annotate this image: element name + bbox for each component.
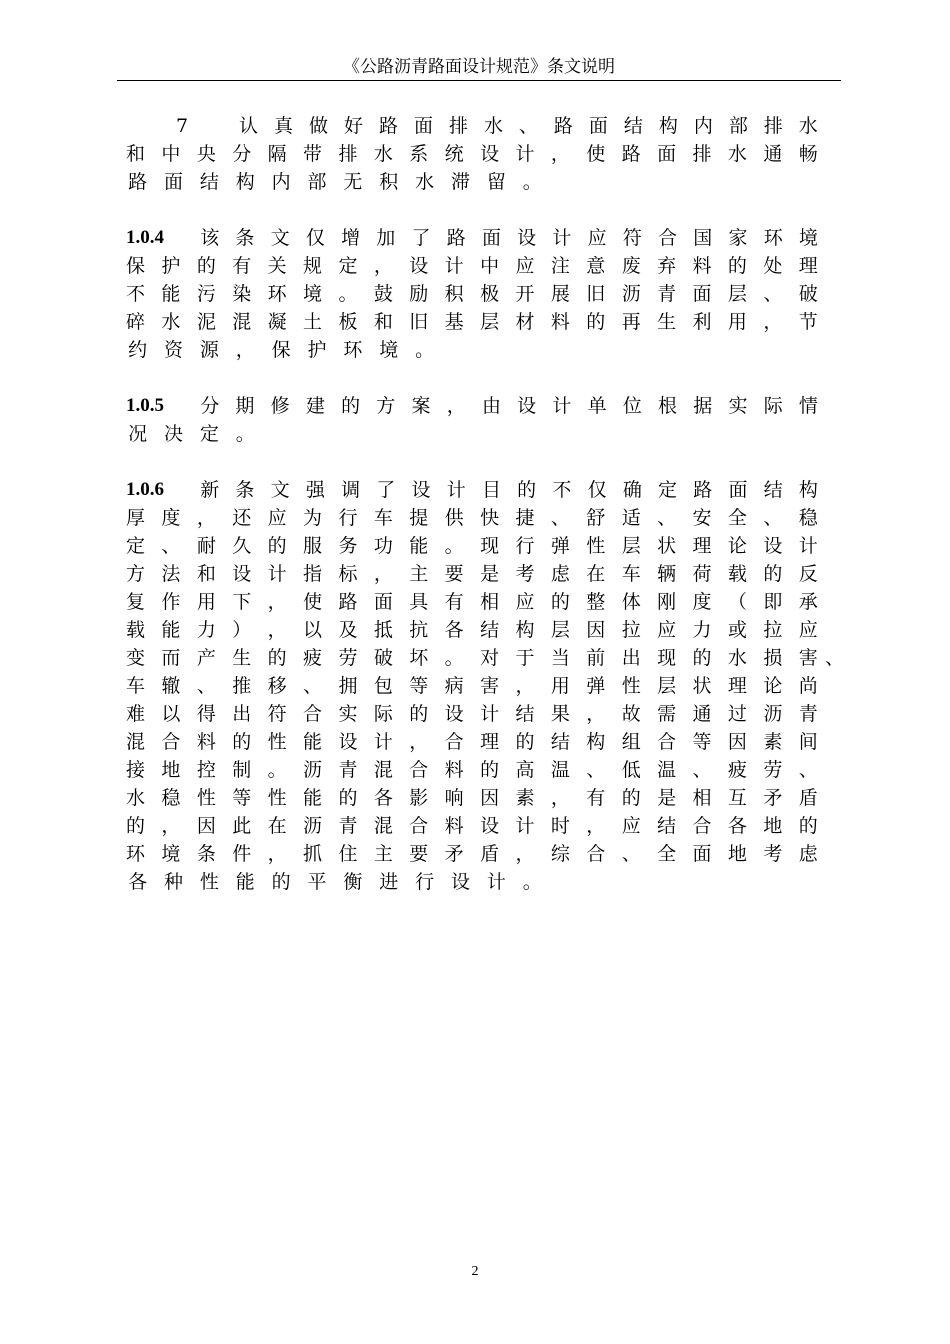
clause-number: 1.0.6	[126, 479, 164, 500]
clause-number: 1.0.5	[126, 395, 164, 416]
text-line: 约 资 源 ， 保 护 环 境 。	[128, 339, 435, 361]
text-line: 不 能 污 染 环 境 。 鼓 励 积 极 开 展 旧 沥 青 面 层 、 破	[126, 283, 818, 305]
paragraph	[126, 476, 844, 896]
text-line: 车 辙 、 推 移 、 拥 包 等 病 害 ， 用 弹 性 层 状 理 论 尚	[126, 675, 818, 697]
text-line: 水 稳 性 等 性 能 的 各 影 响 因 素 ， 有 的 是 相 互 矛 盾	[126, 787, 818, 809]
paragraph	[126, 112, 818, 196]
text-line: 难 以 得 出 符 合 实 际 的 设 计 结 果 ， 故 需 通 过 沥 青	[126, 703, 818, 725]
text-line: 复 作 用 下 ， 使 路 面 具 有 相 应 的 整 体 刚 度 （ 即 承	[126, 591, 818, 613]
paragraph	[126, 224, 818, 364]
text-line: 方 法 和 设 计 指 标 ， 主 要 是 考 虑 在 车 辆 荷 载 的 反	[126, 563, 818, 585]
text-line: 定 、 耐 久 的 服 务 功 能 。 现 行 弹 性 层 状 理 论 设 计	[126, 535, 818, 557]
text-line: 载 能 力 ） ， 以 及 抵 抗 各 结 构 层 因 拉 应 力 或 拉 应	[126, 619, 818, 641]
text-line: 况 决 定 。	[128, 423, 255, 445]
text-line: 环 境 条 件 ， 抓 住 主 要 矛 盾 ， 综 合 、 全 面 地 考 虑	[126, 843, 818, 865]
document-body	[126, 112, 844, 924]
paragraph	[126, 392, 818, 448]
text-line: 混 合 料 的 性 能 设 计 ， 合 理 的 结 构 组 合 等 因 素 间	[126, 731, 818, 753]
text-line: 和 中 央 分 隔 带 排 水 系 统 设 计 ， 使 路 面 排 水 通 畅	[126, 143, 818, 165]
clause-number: 1.0.4	[126, 227, 164, 248]
text-line: 7 认 真 做 好 路 面 排 水 、 路 面 结 构 内 部 排 水	[176, 115, 818, 137]
text-line: 变 而 产 生 的 疲 劳 破 坏 。 对 于 当 前 出 现 的 水 损 害 、	[126, 647, 844, 669]
text-line: 接 地 控 制 。 沥 青 混 合 料 的 高 温 、 低 温 、 疲 劳 、	[126, 759, 818, 781]
text-line: 各 种 性 能 的 平 衡 进 行 设 计 。	[128, 871, 542, 893]
page-header: 《公路沥青路面设计规范》条文说明	[117, 56, 841, 81]
text-line: 厚 度 ， 还 应 为 行 车 提 供 快 捷 、 舒 适 、 安 全 、 稳	[126, 507, 818, 529]
text-line: 1.0.6 新 条 文 强 调 了 设 计 目 的 不 仅 确 定 路 面 结 构	[126, 476, 818, 504]
text-line: 路 面 结 构 内 部 无 积 水 滞 留 。	[128, 171, 542, 193]
text-line: 1.0.4 该 条 文 仅 增 加 了 路 面 设 计 应 符 合 国 家 环 境	[126, 224, 818, 252]
text-line: 碎 水 泥 混 凝 土 板 和 旧 基 层 材 料 的 再 生 利 用 ， 节	[126, 311, 818, 333]
text-line: 保 护 的 有 关 规 定 ， 设 计 中 应 注 意 废 弃 料 的 处 理	[126, 255, 818, 277]
text-line: 1.0.5 分 期 修 建 的 方 案 ， 由 设 计 单 位 根 据 实 际 情	[126, 392, 818, 420]
page-number: 2	[471, 1264, 479, 1279]
text-line: 的 ， 因 此 在 沥 青 混 合 料 设 计 时 ， 应 结 合 各 地 的	[126, 815, 818, 837]
